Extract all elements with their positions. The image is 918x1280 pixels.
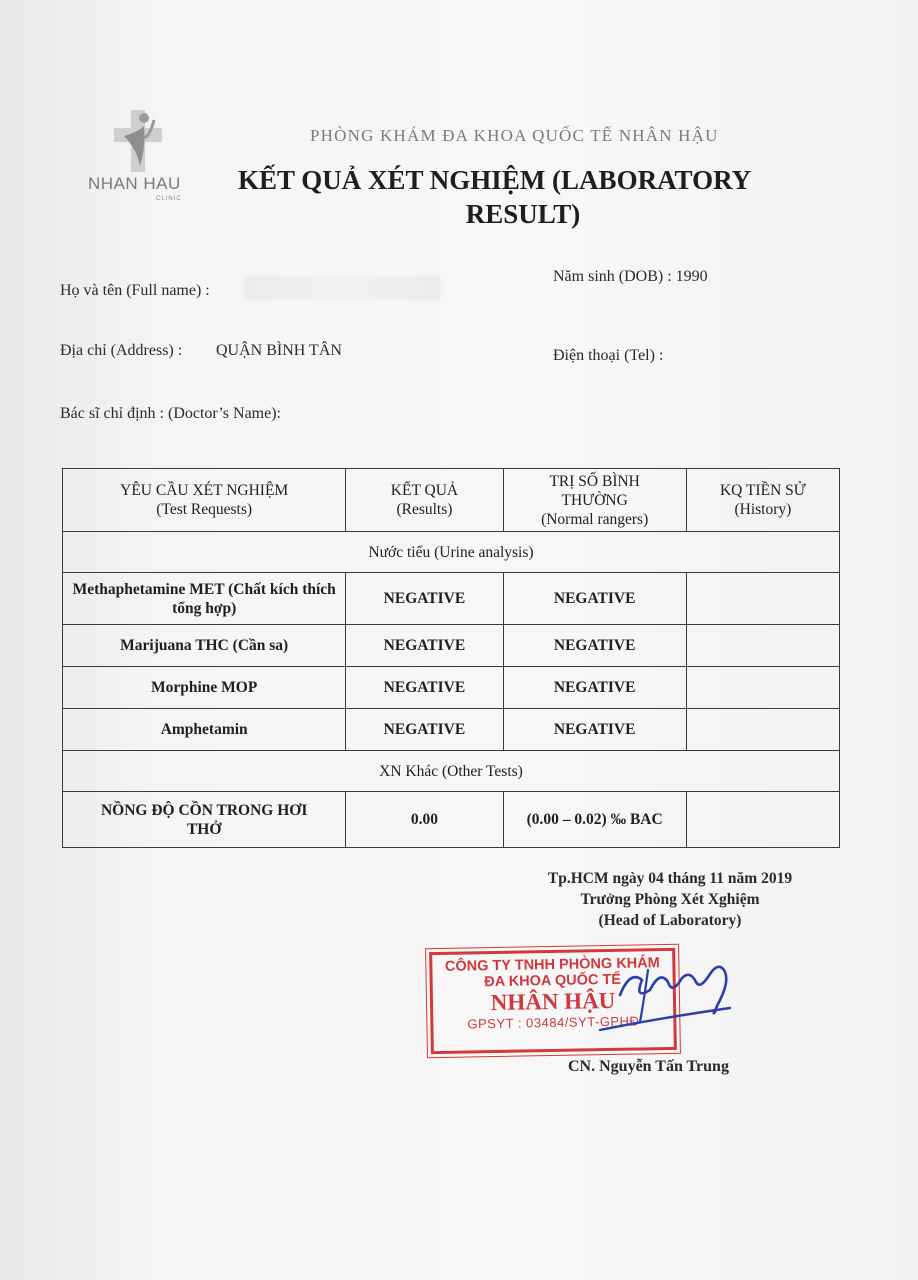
- test-normal: (0.00 – 0.02) ‰ BAC: [503, 792, 686, 848]
- tel-label: Điện thoại (Tel) :: [553, 347, 664, 364]
- table-row: [63, 625, 840, 667]
- test-history: [686, 667, 839, 709]
- test-result: 0.00: [346, 792, 503, 848]
- header-test-requests: [63, 469, 346, 532]
- section-title: XN Khác (Other Tests): [63, 751, 840, 792]
- header-line: (Normal rangers): [541, 510, 649, 528]
- header-normal-range: [503, 469, 686, 532]
- logo-brand: NHAN HAU: [88, 174, 181, 193]
- header-line: KQ TIỀN SỬ: [719, 482, 806, 499]
- test-normal: NEGATIVE: [503, 667, 686, 709]
- stamp-line2: ĐA KHOA QUỐC TẾ: [484, 971, 622, 991]
- test-name: Methaphetamine MET (Chất kích thích tổng hợp): [63, 573, 346, 625]
- stamp-line3: NHÂN HẬU: [490, 987, 616, 1016]
- clinic-name: PHÒNG KHÁM ĐA KHOA QUỐC TẾ NHÂN HẬU: [310, 126, 719, 145]
- header-results: [346, 469, 503, 532]
- address-value: QUẬN BÌNH TÂN: [216, 342, 342, 359]
- clinic-cross-icon: [110, 106, 166, 176]
- header-history: [686, 469, 839, 532]
- signoff-block: [480, 868, 860, 931]
- test-name: Morphine MOP: [63, 667, 346, 709]
- table-header-row: [63, 469, 840, 532]
- signoff-date: Tp.HCM ngày 04 tháng 11 năm 2019: [547, 870, 793, 887]
- header-line: YÊU CẦU XÉT NGHIỆM: [120, 482, 289, 499]
- signoff-role-vi: Trưởng Phòng Xét Xghiệm: [580, 891, 760, 908]
- handwritten-signature: [560, 940, 750, 1040]
- full-name-label: Họ và tên (Full name) :: [60, 282, 210, 299]
- test-result: NEGATIVE: [346, 625, 503, 667]
- test-name: NỒNG ĐỘ CỒN TRONG HƠI THỞ: [63, 792, 346, 848]
- table-row: [63, 667, 840, 709]
- header-line: KẾT QUẢ: [390, 482, 459, 499]
- test-result: NEGATIVE: [346, 709, 503, 751]
- table-row: [63, 792, 840, 848]
- address-label: Địa chỉ (Address) :: [60, 342, 183, 359]
- dob-label: Năm sinh (DOB) : 1990: [553, 268, 708, 285]
- signoff-role-en: (Head of Laboratory): [598, 912, 742, 929]
- doctor-label: Bác sĩ chỉ định : (Doctor’s Name):: [60, 405, 281, 422]
- page-title-line1: KẾT QUẢ XÉT NGHIỆM (LABORATORY: [238, 165, 752, 195]
- test-history: [686, 709, 839, 751]
- page-title-line2: RESULT): [465, 199, 581, 229]
- test-normal: NEGATIVE: [503, 625, 686, 667]
- header-line: TRỊ SỐ BÌNH THƯỜNG: [549, 472, 640, 509]
- test-result: NEGATIVE: [346, 573, 503, 625]
- stamp-line1: CÔNG TY TNHH PHÒNG KHÁM: [444, 955, 660, 975]
- signer-name: CN. Nguyễn Tấn Trung: [568, 1058, 729, 1075]
- table-row: [63, 573, 840, 625]
- test-result: NEGATIVE: [346, 667, 503, 709]
- section-row-other: [63, 751, 840, 792]
- redacted-name: [244, 276, 440, 300]
- test-history: [686, 573, 839, 625]
- results-table: [62, 468, 840, 848]
- header-line: (Results): [396, 501, 453, 518]
- section-title: Nước tiểu (Urine analysis): [63, 532, 840, 573]
- test-normal: NEGATIVE: [503, 573, 686, 625]
- clinic-logo: [88, 102, 202, 212]
- test-name: Marijuana THC (Cần sa): [63, 625, 346, 667]
- header-line: (Test Requests): [156, 501, 253, 518]
- logo-sub: CLINIC: [156, 196, 182, 202]
- test-normal: NEGATIVE: [503, 709, 686, 751]
- test-name: Amphetamin: [63, 709, 346, 751]
- test-history: [686, 625, 839, 667]
- test-history: [686, 792, 839, 848]
- header-line: (History): [734, 501, 792, 518]
- section-row-urine: [63, 532, 840, 573]
- table-row: [63, 709, 840, 751]
- stamp-line4: GPSYT : 03484/SYT-GPHĐ: [467, 1013, 640, 1032]
